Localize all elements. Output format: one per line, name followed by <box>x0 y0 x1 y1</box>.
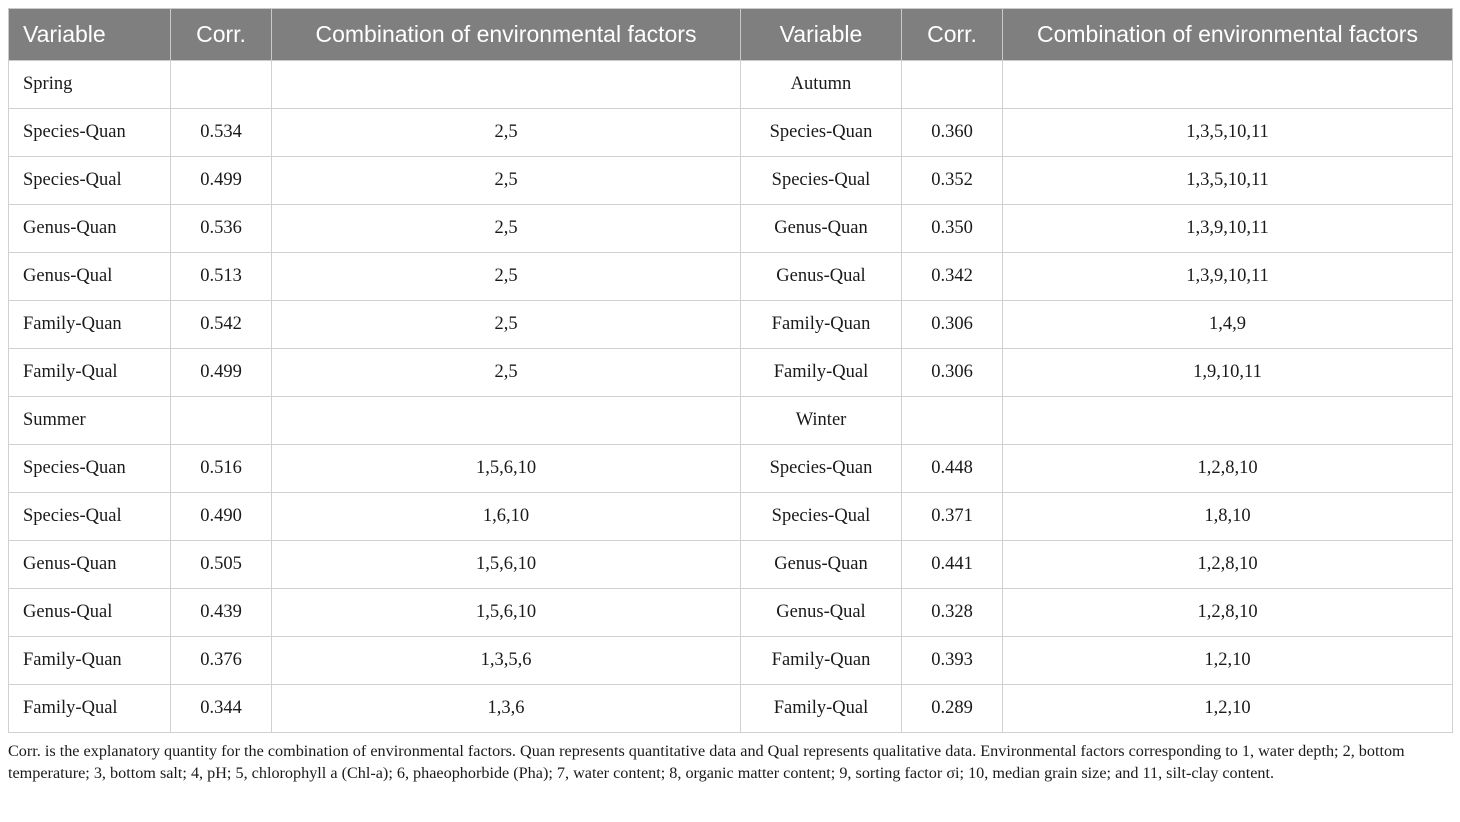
corr-cell: 0.448 <box>902 445 1003 493</box>
header-combination: Combination of environmental factors <box>272 9 741 61</box>
table-row <box>9 589 1453 637</box>
corr-cell: 0.342 <box>902 253 1003 301</box>
variable-cell: Genus-Qual <box>9 253 171 301</box>
corr-cell: 0.490 <box>171 493 272 541</box>
corr-cell: 0.542 <box>171 301 272 349</box>
combination-cell: 1,2,8,10 <box>1003 589 1453 637</box>
corr-cell: 0.376 <box>171 637 272 685</box>
combination-cell: 1,3,9,10,11 <box>1003 205 1453 253</box>
corr-cell: 0.344 <box>171 685 272 733</box>
variable-cell: Species-Quan <box>741 109 902 157</box>
combination-cell: 2,5 <box>272 205 741 253</box>
table-row <box>9 157 1453 205</box>
corr-cell: 0.306 <box>902 301 1003 349</box>
corr-cell: 0.499 <box>171 157 272 205</box>
combination-cell: 1,3,5,10,11 <box>1003 157 1453 205</box>
variable-cell: Family-Quan <box>9 637 171 685</box>
combination-cell: 1,3,6 <box>272 685 741 733</box>
corr-cell <box>902 397 1003 445</box>
variable-cell: Genus-Quan <box>741 205 902 253</box>
season-label: Autumn <box>741 61 902 109</box>
variable-cell: Genus-Qual <box>741 253 902 301</box>
corr-cell: 0.499 <box>171 349 272 397</box>
table-row <box>9 253 1453 301</box>
table-footnote: Corr. is the explanatory quantity for the combination of environmental factors. Quan represents quantitative data and Qual represents qualitative data. Environmental factors corresponding to 1, water depth; 2, bottom temperature; 3, bottom salt; 4, pH; 5, chlorophyll a (Chl-a); 6, phaeophorbide (Pha); 7, water content; 8, organic matter content; 9, sorting factor σi; 10, median grain size; and 11, silt-clay content. <box>8 742 1405 782</box>
table-row <box>9 637 1453 685</box>
header-row <box>9 9 1453 61</box>
corr-cell: 0.350 <box>902 205 1003 253</box>
corr-cell <box>171 61 272 109</box>
corr-cell: 0.439 <box>171 589 272 637</box>
variable-cell: Genus-Qual <box>9 589 171 637</box>
combination-cell: 2,5 <box>272 349 741 397</box>
variable-cell: Family-Quan <box>741 637 902 685</box>
corr-cell <box>902 61 1003 109</box>
variable-cell: Species-Qual <box>9 493 171 541</box>
combination-cell: 1,5,6,10 <box>272 445 741 493</box>
table-row <box>9 541 1453 589</box>
variable-cell: Species-Quan <box>9 109 171 157</box>
corr-cell <box>171 397 272 445</box>
variable-cell: Genus-Quan <box>741 541 902 589</box>
variable-cell: Family-Qual <box>9 685 171 733</box>
table-row <box>9 685 1453 733</box>
corr-cell: 0.328 <box>902 589 1003 637</box>
corr-cell: 0.306 <box>902 349 1003 397</box>
season-label: Spring <box>9 61 171 109</box>
combination-cell: 1,3,9,10,11 <box>1003 253 1453 301</box>
variable-cell: Genus-Qual <box>741 589 902 637</box>
combination-cell: 1,5,6,10 <box>272 589 741 637</box>
header-combination: Combination of environmental factors <box>1003 9 1453 61</box>
combination-cell: 2,5 <box>272 253 741 301</box>
header-corr: Corr. <box>902 9 1003 61</box>
variable-cell: Family-Quan <box>741 301 902 349</box>
combination-cell: 2,5 <box>272 157 741 205</box>
results-table <box>8 8 1453 733</box>
table-row <box>9 205 1453 253</box>
variable-cell: Genus-Quan <box>9 205 171 253</box>
variable-cell: Family-Qual <box>9 349 171 397</box>
corr-cell: 0.289 <box>902 685 1003 733</box>
header-corr: Corr. <box>171 9 272 61</box>
header-variable: Variable <box>9 9 171 61</box>
variable-cell: Family-Qual <box>741 685 902 733</box>
variable-cell: Family-Quan <box>9 301 171 349</box>
variable-cell: Genus-Quan <box>9 541 171 589</box>
table-row <box>9 493 1453 541</box>
season-row <box>9 61 1453 109</box>
variable-cell: Species-Qual <box>9 157 171 205</box>
corr-cell: 0.534 <box>171 109 272 157</box>
table-row <box>9 109 1453 157</box>
corr-cell: 0.513 <box>171 253 272 301</box>
combination-cell: 1,2,8,10 <box>1003 445 1453 493</box>
variable-cell: Species-Qual <box>741 157 902 205</box>
combination-cell: 1,3,5,10,11 <box>1003 109 1453 157</box>
combination-cell: 1,2,10 <box>1003 685 1453 733</box>
combination-cell: 2,5 <box>272 109 741 157</box>
combination-cell: 1,2,10 <box>1003 637 1453 685</box>
corr-cell: 0.360 <box>902 109 1003 157</box>
combination-cell <box>272 397 741 445</box>
variable-cell: Species-Qual <box>741 493 902 541</box>
corr-cell: 0.371 <box>902 493 1003 541</box>
corr-cell: 0.352 <box>902 157 1003 205</box>
combination-cell: 1,8,10 <box>1003 493 1453 541</box>
combination-cell: 1,3,5,6 <box>272 637 741 685</box>
table-row <box>9 349 1453 397</box>
combination-cell: 1,2,8,10 <box>1003 541 1453 589</box>
combination-cell: 1,4,9 <box>1003 301 1453 349</box>
combination-cell: 1,5,6,10 <box>272 541 741 589</box>
season-row <box>9 397 1453 445</box>
corr-cell: 0.441 <box>902 541 1003 589</box>
table-row <box>9 301 1453 349</box>
header-variable: Variable <box>741 9 902 61</box>
season-label: Winter <box>741 397 902 445</box>
combination-cell: 1,6,10 <box>272 493 741 541</box>
combination-cell: 1,9,10,11 <box>1003 349 1453 397</box>
combination-cell <box>1003 397 1453 445</box>
variable-cell: Family-Qual <box>741 349 902 397</box>
corr-cell: 0.505 <box>171 541 272 589</box>
variable-cell: Species-Quan <box>9 445 171 493</box>
corr-cell: 0.516 <box>171 445 272 493</box>
combination-cell <box>1003 61 1453 109</box>
variable-cell: Species-Quan <box>741 445 902 493</box>
combination-cell: 2,5 <box>272 301 741 349</box>
combination-cell <box>272 61 741 109</box>
season-label: Summer <box>9 397 171 445</box>
corr-cell: 0.393 <box>902 637 1003 685</box>
corr-cell: 0.536 <box>171 205 272 253</box>
table-row <box>9 445 1453 493</box>
